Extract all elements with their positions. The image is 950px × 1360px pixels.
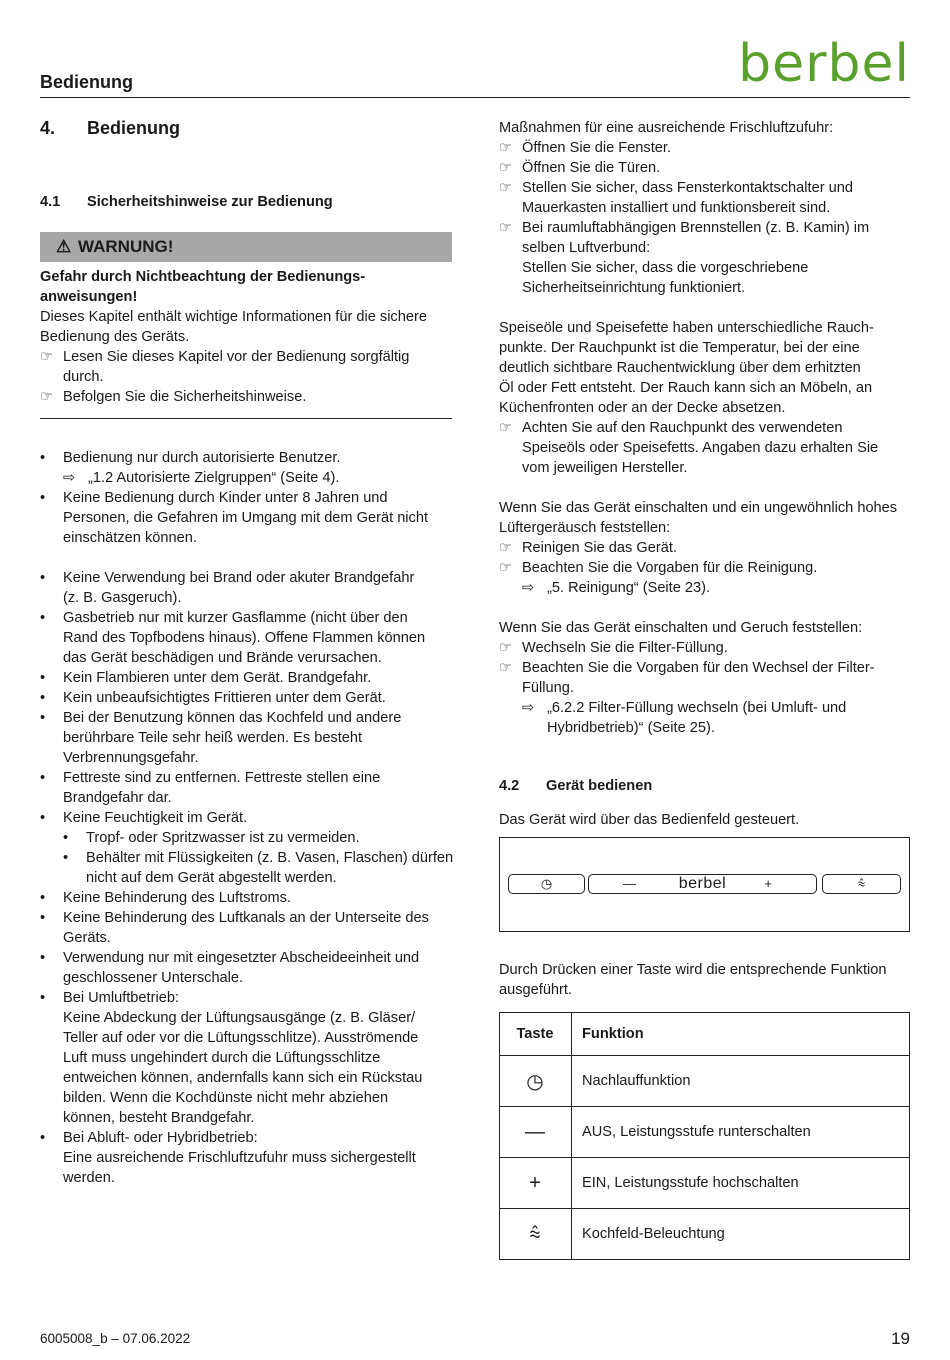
paragraph: Maßnahmen für eine ausreichende Frischluftzufuhr: [499,120,834,136]
list-item-cont: geschlossener Unterschale. [63,970,244,986]
list-item: • Keine Bedienung durch Kinder unter 8 Jahren und [40,490,388,506]
list-item: • Fettreste sind zu entfernen. Fettreste stellen eine [40,770,381,786]
hand-icon: ☞ [499,140,513,156]
section-number: 4. [40,118,56,138]
left-column [40,118,452,1188]
list-item: • Keine Feuchtigkeit im Gerät. [40,810,248,826]
hand-icon: ☞ [499,180,513,196]
bullet: • [40,450,46,466]
hand-icon: ☞ [499,660,513,676]
berbel-logo: berbel [738,34,910,94]
list-item: • Keine Behinderung des Luftstroms. [40,890,291,906]
arrow-icon: ⇨ [522,700,535,716]
light-icon: ⩯ [857,876,866,891]
subsection-title: Gerät bedienen [546,778,653,794]
cross-reference-link-cont[interactable]: Hybridbetrieb)“ (Seite 25). [547,720,715,736]
bullet: • [40,690,46,706]
bullet: • [40,890,46,906]
hand-icon: ☞ [499,640,513,656]
subsection-number: 4.1 [40,194,61,210]
step-item-cont: selben Luftverbund: [522,240,651,256]
paragraph-line: Speiseöle und Speisefette haben unterschiedliche Rauch- [499,320,874,336]
subsection-heading-42 [499,776,911,796]
subsection-title: Sicherheitshinweise zur Bedienung [87,194,333,210]
plus-icon: + [500,1158,572,1209]
list-item-cont: Luft muss ungehindert durch die Lüftungsschlitze [63,1050,381,1066]
paragraph: Das Gerät wird über das Bedienfeld gesteuert. [499,812,800,828]
page-header [40,34,910,98]
section-title: Bedienung [87,118,180,138]
list-item-cont: Verbrennungsgefahr. [63,750,199,766]
function-cell: Kochfeld-Beleuchtung [572,1209,910,1260]
list-item-cont: (z. B. Gasgeruch). [63,590,182,606]
hand-icon: ☞ [40,389,54,405]
bullet: • [40,810,46,826]
list-item-cont: Eine ausreichende Frischluftzufuhr muss sichergestellt [63,1150,416,1166]
bullet: • [40,1130,46,1146]
hand-icon: ☞ [499,560,513,576]
cross-reference-link[interactable]: ⇨ „5. Reinigung“ (Seite 23). [522,580,711,596]
page-number: 19 [891,1329,910,1348]
power-key-bar [588,874,817,894]
list-item-cont: Keine Abdeckung der Lüftungsausgänge (z. B. Gläser/ [63,1010,416,1026]
subsection-number: 4.2 [499,778,520,794]
timer-key [508,874,585,894]
minus-icon: — [623,876,636,891]
step-item-cont: Sicherheitseinrichtung funktioniert. [522,280,746,296]
list-item-cont: Personen, die Gefahren im Umgang mit dem Gerät nicht [63,510,429,526]
column-header-key: Taste [500,1013,572,1056]
hand-icon: ☞ [499,540,513,556]
bullet: • [63,830,69,846]
hand-icon: ☞ [499,220,513,236]
arrow-icon: ⇨ [63,470,76,486]
warning-heading-line1: Gefahr durch Nichtbeachtung der Bedienungs- [40,269,366,285]
hand-icon: ☞ [40,349,54,365]
header-rule [40,97,910,98]
list-item-cont: Brandgefahr dar. [63,790,172,806]
step-item-cont: Mauerkasten installiert und funktionsbereit sind. [522,200,831,216]
step-item-cont: Stellen Sie sicher, dass die vorgeschriebene [522,260,809,276]
paragraph-line: Lüftergeräusch feststellen: [499,520,671,536]
bullet: • [63,850,69,866]
function-cell: EIN, Leistungsstufe hochschalten [572,1158,910,1209]
list-item-cont: bilden. Wenn die Kochdünste nicht mehr abziehen [63,1090,389,1106]
arrow-icon: ⇨ [522,580,535,596]
step-item: ☞ Stellen Sie sicher, dass Fensterkontaktschalter und [499,180,853,196]
minus-icon: — [500,1107,572,1158]
warning-step: ☞ Befolgen Sie die Sicherheitshinweise. [40,389,307,405]
column-header-function: Funktion [572,1013,910,1056]
step-item: ☞ Wechseln Sie die Filter-Füllung. [499,640,728,656]
timer-icon: ◷ [540,876,553,891]
section-heading [40,118,452,140]
warning-heading-line2: anweisungen! [40,289,138,305]
timer-icon: ◷ [500,1056,572,1107]
step-item: ☞ Achten Sie auf den Rauchpunkt des verwendeten [499,420,843,436]
hand-icon: ☞ [499,160,513,176]
subsection-heading-41 [40,192,452,212]
list-item-cont: entweichen können, andernfalls kann sich ein Rückstau [63,1070,423,1086]
step-item-cont: vom jeweiligen Hersteller. [522,460,688,476]
list-item: • Bei Abluft- oder Hybridbetrieb: [40,1130,258,1146]
list-item-cont: berührbare Teile sehr heiß werden. Es besteht [63,730,363,746]
warning-step-cont: durch. [63,369,104,385]
list-item: • Bei Umluftbetrieb: [40,990,179,1006]
list-item-cont: das Gerät beschädigen und Brände verursachen. [63,650,382,666]
list-item-cont: werden. [63,1170,115,1186]
step-item: ☞ Reinigen Sie das Gerät. [499,540,677,556]
sub-list-item: • Behälter mit Flüssigkeiten (z. B. Vasen, Flaschen) dürfen [63,850,454,866]
list-item: • Bedienung nur durch autorisierte Benutzer. [40,450,341,466]
step-item: ☞ Öffnen Sie die Fenster. [499,140,672,156]
key-function-table [499,1012,910,1260]
cross-reference-link[interactable]: ⇨ „1.2 Autorisierte Zielgruppen“ (Seite 4). [63,470,340,486]
function-cell: Nachlauffunktion [572,1056,910,1107]
bullet: • [40,490,46,506]
list-item-cont: Teller auf oder vor die Lüftungsschlitze). Ausströmende [63,1030,419,1046]
warning-bar [40,232,452,262]
cross-reference-link[interactable]: ⇨ „6.2.2 Filter-Füllung wechseln (bei Umluft- und [522,700,847,716]
list-item-cont: Rand des Topfbodens hinaus). Offene Flammen können [63,630,426,646]
warning-text-line1: Dieses Kapitel enthält wichtige Informationen für die sichere [40,309,427,325]
sub-list-item: • Tropf- oder Spritzwasser ist zu vermeiden. [63,830,360,846]
header-title: Bedienung [40,72,133,92]
paragraph-line: Wenn Sie das Gerät einschalten und Geruch feststellen: [499,620,863,636]
bullet: • [40,990,46,1006]
table-row [500,1107,910,1158]
list-item: • Kein unbeaufsichtigtes Frittieren unter dem Gerät. [40,690,386,706]
paragraph-line: Durch Drücken einer Taste wird die entsprechende Funktion [499,962,887,978]
warning-step: ☞ Lesen Sie dieses Kapitel vor der Bedienung sorgfältig [40,349,410,365]
list-item: • Bei der Benutzung können das Kochfeld und andere [40,710,402,726]
document-number: 6005008_b – 07.06.2022 [40,1331,191,1346]
paragraph-line: punkte. Der Rauchpunkt ist die Temperatur, bei der eine [499,340,860,356]
list-item: • Gasbetrieb nur mit kurzer Gasflamme (nicht über den [40,610,408,626]
step-item: ☞ Bei raumluftabhängigen Brennstellen (z. B. Kamin) im [499,220,870,236]
sub-list-item-cont: nicht auf dem Gerät abgestellt werden. [86,870,337,886]
hand-icon: ☞ [499,420,513,436]
list-item: • Keine Behinderung des Luftkanals an der Unterseite des [40,910,429,926]
list-item: • Kein Flambieren unter dem Gerät. Brandgefahr. [40,670,372,686]
warning-label: WARNUNG! [78,237,174,256]
paragraph-line: ausgeführt. [499,982,573,998]
bullet: • [40,950,46,966]
control-panel-illustration [499,837,910,932]
table-row [500,1056,910,1107]
function-cell: AUS, Leistungsstufe runterschalten [572,1107,910,1158]
list-item: • Keine Verwendung bei Brand oder akuter Brandgefahr [40,570,415,586]
bullet: • [40,670,46,686]
paragraph-line: deutlich sichtbare Rauchentwicklung über dem erhitzten [499,360,861,376]
list-item: • Verwendung nur mit eingesetzter Abscheideeinheit und [40,950,420,966]
panel-logo: berbel [678,875,727,892]
list-item-cont: Geräts. [63,930,111,946]
light-key [822,874,901,894]
warning-icon: ⚠ [56,237,72,256]
table-row [500,1158,910,1209]
plus-icon: + [764,876,772,891]
light-icon: ⩯ [500,1209,572,1260]
bullet: • [40,770,46,786]
step-item: ☞ Beachten Sie die Vorgaben für den Wechsel der Filter- [499,660,875,676]
press-paragraph [499,960,911,1000]
bullet: • [40,910,46,926]
warning-text-line2: Bedienung des Geräts. [40,329,190,345]
bullet: • [40,570,46,586]
step-item-cont: Speiseöls oder Speisefetts. Angaben dazu erhalten Sie [522,440,879,456]
step-item: ☞ Öffnen Sie die Türen. [499,160,661,176]
list-item-cont: können, besteht Brandgefahr. [63,1110,255,1126]
paragraph-line: Küchenfronten oder an der Decke absetzen. [499,400,786,416]
paragraph-line: Wenn Sie das Gerät einschalten und ein ungewöhnlich hohes [499,500,898,516]
bullet: • [40,710,46,726]
table-row [500,1209,910,1260]
step-item: ☞ Beachten Sie die Vorgaben für die Reinigung. [499,560,818,576]
bullet: • [40,610,46,626]
step-item-cont: Füllung. [522,680,574,696]
list-item-cont: einschätzen können. [63,530,197,546]
right-column [499,118,911,830]
paragraph-line: Öl oder Fett entsteht. Der Rauch kann sich an Möbeln, an [499,380,873,396]
table-header-row [500,1013,910,1056]
